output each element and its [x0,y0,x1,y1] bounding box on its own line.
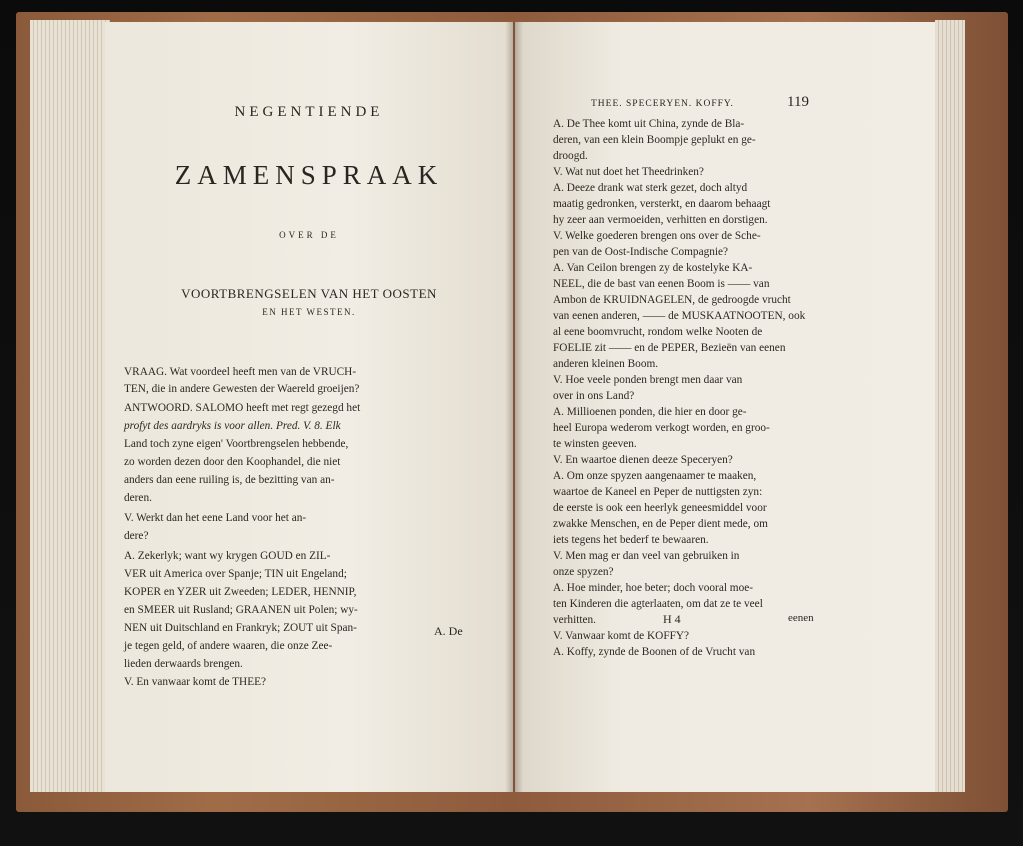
right-line: te winsten geeven. [553,438,637,450]
right-line: hy zeer aan vermoeiden, verhitten en dorstigen. [553,214,768,226]
right-line: maatig gedronken, versterkt, en daarom behaagt [553,198,771,210]
right-line: A. Deeze drank wat sterk gezet, doch altyd [553,182,748,194]
right-line: van eenen anderen, —— de MUSKAATNOOTEN, ook [553,310,806,322]
left-line: deren. [124,492,152,504]
left-line: VER uit America over Spanje; TIN uit Engeland; [124,568,347,580]
right-line: de eerste is ook een heerlyk geneesmiddel voor [553,502,767,514]
right-line: NEEL, die de bast van eenen Boom is —— van [553,278,770,290]
right-line: V. Vanwaar komt de KOFFY? [553,630,690,642]
right-line: A. Om onze spyzen aangenaamer te maaken, [553,470,757,482]
left-line: zo worden dezen door den Koophandel, die niet [124,456,341,468]
page-edges-right [935,20,965,792]
right-line: iets tegens het bederf te bewaaren. [553,534,709,546]
right-line: ten Kinderen die agterlaaten, om dat ze te veel [553,598,763,610]
left-line: profyt des aardryks is voor allen. Pred. V. 8. Elk [124,420,341,432]
left-line: lieden derwaards brengen. [124,658,243,670]
page-edges-left [30,20,110,792]
right-line: waartoe de Kaneel en Peper de nuttigsten zyn: [553,486,763,498]
right-line: A. Hoe minder, hoe beter; doch vooral moe- [553,582,754,594]
page-number: 119 [787,94,809,110]
right-line: V. Men mag er dan veel van gebruiken in [553,550,740,562]
right-line: Ambon de KRUIDNAGELEN, de gedroogde vrucht [553,294,791,306]
catchword-right: eenen [788,612,814,624]
right-line: verhitten. [553,614,596,626]
right-line: A. Koffy, zynde de Boonen of de Vrucht van [553,646,756,658]
right-line: V. En waartoe dienen deeze Speceryen? [553,454,733,466]
left-line: V. En vanwaar komt de THEE? [124,676,267,688]
right-line: deren, van een klein Boompje geplukt en ge- [553,134,756,146]
right-line: A. De Thee komt uit China, zynde de Bla- [553,118,745,130]
left-line: en SMEER uit Rusland; GRAANEN uit Polen; wy- [124,604,358,616]
right-line: pen van de Oost-Indische Compagnie? [553,246,729,258]
heading-voortbrengselen: VOORTBRENGSELEN VAN HET OOSTEN [181,286,437,301]
left-line: Land toch zyne eigen' Voortbrengselen hebbende, [124,438,349,450]
left-line: NEN uit Duitschland en Frankryk; ZOUT uit Span- [124,622,357,634]
heading-zamenspraak: ZAMENSPRAAK [174,160,444,190]
right-line: zwakke Menschen, en de Peper dient mede, om [553,518,768,530]
signature-mark: H 4 [663,612,681,626]
right-line: onze spyzen? [553,566,614,578]
right-line: V. Wat nut doet het Theedrinken? [553,166,704,178]
right-line: V. Hoe veele ponden brengt men daar van [553,374,743,386]
left-line: V. Werkt dan het eene Land voor het an- [124,512,307,524]
right-line: over in ons Land? [553,390,635,402]
right-line: anderen kleinen Boom. [553,358,659,370]
left-line: anders dan eene ruiling is, de bezitting van an- [124,474,335,486]
heading-negentiende: NEGENTIENDE [234,104,384,120]
left-line: je tegen geld, of andere waaren, die onze Zee- [124,640,333,652]
left-line: dere? [124,530,149,542]
right-line: droogd. [553,150,588,162]
catchword-left: A. De [434,624,463,638]
left-line: KOPER en YZER uit Zweeden; LEDER, HENNIP, [124,586,357,598]
heading-over-de: OVER DE [279,230,339,240]
right-line: al eene boomvrucht, rondom welke Nooten de [553,326,763,338]
right-line: FOELIE zit —— en de PEPER, Bezieën van eenen [553,342,786,354]
heading-westen: EN HET WESTEN. [262,307,356,317]
right-line: A. Van Ceilon brengen zy de kostelyke KA- [553,262,753,274]
left-line: TEN, die in andere Gewesten der Waereld groeijen? [124,383,360,395]
gutter-shadow [505,22,523,792]
right-line: V. Welke goederen brengen ons over de Sche- [553,230,761,242]
running-head: THEE. SPECERYEN. KOFFY. [591,99,734,109]
right-line: A. Millioenen ponden, die hier en door ge- [553,406,747,418]
left-line: VRAAG. Wat voordeel heeft men van de VRUCH- [124,366,357,378]
left-line: ANTWOORD. SALOMO heeft met regt gezegd het [124,402,361,414]
left-line: A. Zekerlyk; want wy krygen GOUD en ZIL- [124,550,331,562]
right-line: heel Europa wederom verkogt worden, en groo- [553,422,770,434]
